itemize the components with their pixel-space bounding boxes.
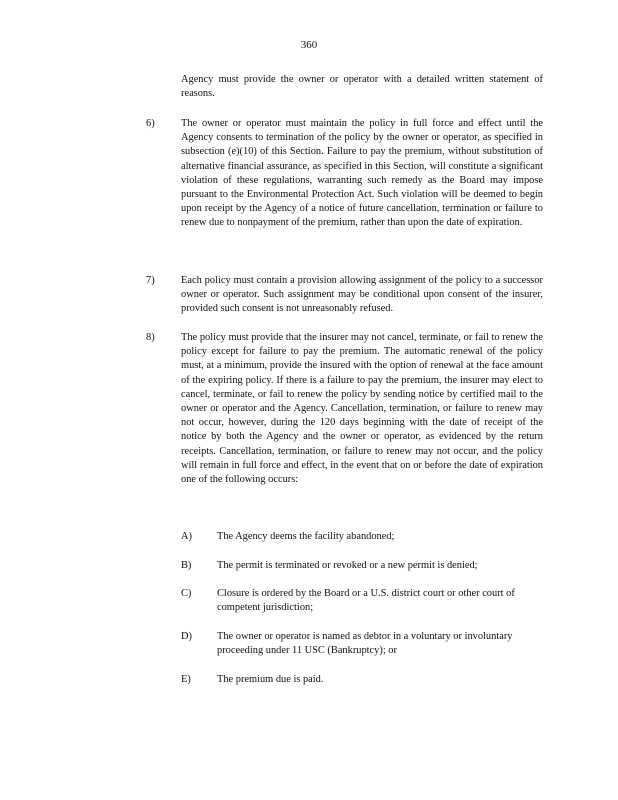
subitem-d [217, 630, 537, 658]
item-number-6: 6) [146, 118, 155, 129]
item-number-7: 7) [146, 275, 155, 286]
subitem-letter-a: A) [181, 531, 192, 542]
subitem-e-text: The premium due is paid. [217, 674, 324, 685]
subitem-d-text: The owner or operator is named as debtor in a voluntary or involuntary proceeding under 11 USC (Bankruptcy); or [217, 631, 513, 657]
subitem-letter-c: C) [181, 588, 192, 599]
item-8-text: The policy must provide that the insurer may not cancel, terminate, or fail to renew the policy except for failure to pay the premium. The automatic renewal of the policy must, at a minimum, provide the insured with the option of renewal at the face amount of the expiring policy. If there is a failure to pay the premium, the insurer may elect to cancel, terminate, or fail to renew the policy by sending notice by certified mail to the owner or operator and the Agency. Cancellation, termination, or failure to renew may not occur, however, during the 120 days beginning with the date of receipt of the notice by both the Agency and the owner or operator, as evidenced by the return receipts. Cancellation, termination, or failure to renew may not occur, and the policy will remain in full force and effect, in the event that on or before the date of expiration one of the following occurs: [181, 332, 543, 486]
subitem-c-text: Closure is ordered by the Board or a U.S. district court or other court of competent jurisdiction; [217, 588, 515, 614]
subitem-b-text: The permit is terminated or revoked or a new permit is denied; [217, 560, 478, 571]
subitem-a [217, 530, 537, 544]
subitem-letter-b: B) [181, 560, 192, 571]
subitem-letter-e: E) [181, 674, 191, 685]
item-6-paragraph [181, 117, 543, 231]
item-7-text: Each policy must contain a provision allowing assignment of the policy to a successor owner or operator. Such assignment may be conditional upon consent of the insurer, provided such consent is not unreasonably refused. [181, 275, 543, 315]
item-number-8: 8) [146, 332, 155, 343]
subitem-c [217, 587, 537, 615]
subitem-b [217, 559, 537, 573]
subitem-letter-d: D) [181, 631, 192, 642]
intro-paragraph [181, 73, 543, 101]
page-number: 360 [300, 39, 318, 51]
subitem-e [217, 673, 537, 687]
item-8-paragraph [181, 331, 543, 487]
intro-text: Agency must provide the owner or operator with a detailed written statement of reasons. [181, 74, 543, 100]
item-7-paragraph [181, 274, 543, 317]
subitem-a-text: The Agency deems the facility abandoned; [217, 531, 395, 542]
item-6-text: The owner or operator must maintain the policy in full force and effect until the Agency consents to termination of the policy by the owner or operator, as specified in subsection (e)(10) of this Section. Failure to pay the premium, without substitution of alternative financial assurance, as specified in this Section, will constitute a significant violation of these regulations, warranting such remedy as the Board may impose pursuant to the Environmental Protection Act. Such violation will be deemed to begin upon receipt by the Agency of a notice of future cancellation, termination or failure to renew due to nonpayment of the premium, rather than upon the date of expiration. [181, 118, 543, 229]
